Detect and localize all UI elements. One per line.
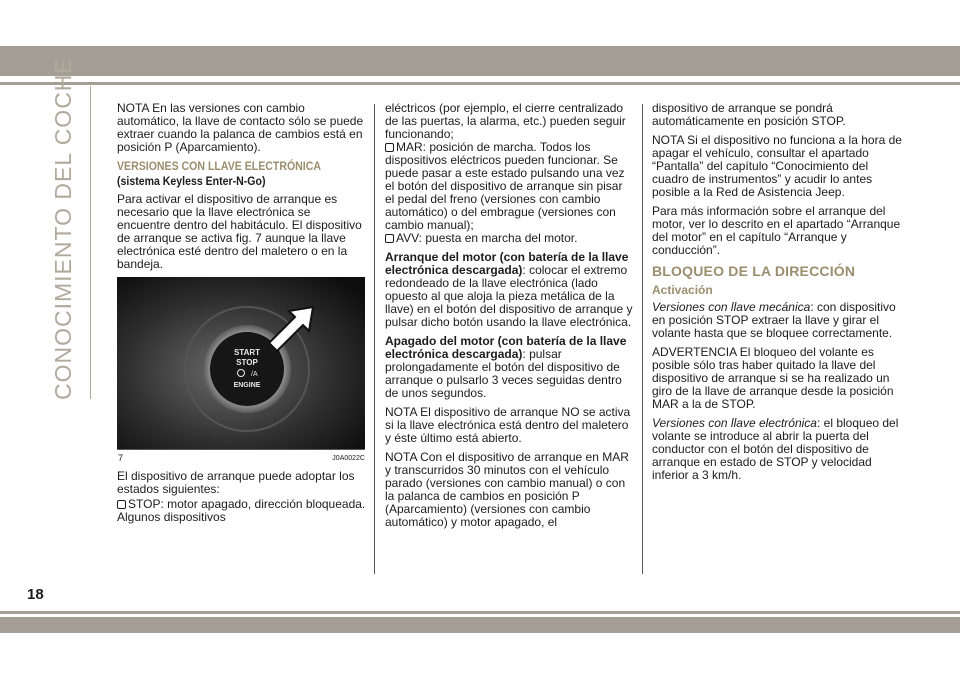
column-2 — [385, 102, 635, 535]
body-text: : pulsar prolongadamente el botón del dispositivo de arranque o pulsarlo 3 veces seguidas dentro de unos segundos. — [385, 347, 622, 400]
body-text: : colocar el extremo redondeado de la llave electrónica (lado opuesto al que aloja la pieza metálica de la llave) en el botón del dispositivo de arranque y pulsar dicho botón usando la llave electrónica. — [385, 263, 633, 329]
stop-engine-paragraph — [385, 335, 635, 400]
inline-heading: Apagado del motor (con batería de la llave electrónica descargada) — [385, 334, 627, 361]
note-paragraph: NOTA El dispositivo de arranque NO se activa si la llave electrónica está dentro del maletero y éste último está abierto. — [385, 405, 631, 445]
chapter-title: CONOCIMIENTO DEL COCHE — [50, 57, 76, 400]
section-title: BLOQUEO DE LA DIRECCIÓN — [652, 263, 856, 279]
column-separator — [642, 104, 643, 574]
checkbox-bullet-icon — [117, 500, 126, 509]
body-text: : el bloqueo del volante se introduce al abrir la puerta del conductor con el botón del dispositivo de arranque en estado de STOP y velocidad inferior a 3 km/h. — [652, 416, 899, 482]
column-3 — [652, 102, 907, 488]
bullet-text: MAR: posición de marcha. Todos los dispositivos eléctricos pueden funcionar. Se puede pasar a este estado pulsando una vez el botón del dispositivo de arranque sin pisar el pedal del freno (versiones con cambio automático) o del embrague (versiones con cambio manual); — [385, 140, 625, 232]
electronic-key-paragraph — [652, 417, 907, 482]
body-paragraph: Para más información sobre el arranque del motor, ver lo descrito en el apartado “Arranque del motor” en el capítulo “Arranque y conducción”. — [652, 204, 901, 257]
bullet-text: AVV: puesta en marcha del motor. — [396, 231, 578, 245]
start-engine-paragraph — [385, 251, 635, 329]
footer-rule — [0, 611, 960, 614]
note-paragraph: NOTA Con el dispositivo de arranque en MAR y transcurridos 30 minutos con el vehículo parado (versiones con cambio manual) o con la palanca de cambios en posición P (Aparcamiento) (versiones con cambio automático) y motor apagado, el — [385, 450, 629, 529]
checkbox-bullet-icon — [385, 143, 394, 152]
body-paragraph — [385, 102, 635, 141]
chapter-title-rule — [90, 86, 91, 399]
engine-label: ENGINE — [233, 382, 261, 389]
section-heading: VERSIONES CON LLAVE ELECTRÓNICA — [117, 159, 321, 173]
bullet-text: STOP: motor apagado, dirección bloqueada. Algunos dispositivos — [117, 497, 366, 524]
auto-stop-glyph: /A — [251, 371, 258, 378]
body-paragraph: El dispositivo de arranque puede adoptar los estados siguientes: — [117, 469, 355, 496]
note-paragraph: NOTA Si el dispositivo no funciona a la hora de apagar el vehículo, consultar el apartado “Pantalla” del capítulo “Conocimiento del cuadro de instrumentos” y acudir lo antes posible a la Red de Asistencia Jeep. — [652, 133, 902, 199]
footer-band — [0, 617, 960, 633]
activation-heading: Activación — [652, 283, 713, 297]
page-number: 18 — [27, 586, 44, 603]
figure-number: 7 — [118, 453, 124, 463]
body-paragraph: dispositivo de arranque se pondrá automáticamente en posición STOP. — [652, 101, 846, 128]
header-rule — [0, 82, 960, 85]
header-band — [0, 46, 960, 76]
warning-paragraph: ADVERTENCIA El bloqueo del volante es posible sólo tras haber quitado la llave del dispositivo de arranque si se ha realizado un giro de la llave de arranque desde la posición MAR a la de STOP. — [652, 345, 894, 411]
italic-label: Versiones con llave mecánica — [652, 300, 811, 314]
body-text: eléctricos (por ejemplo, el cierre centralizado de las puertas, la alarma, etc.) pueden seguir funcionando; — [385, 101, 626, 141]
note-paragraph: NOTA En las versiones con cambio automático, la llave de contacto sólo se puede extraer cuando la palanca de cambios está en posición P (Aparcamiento). — [117, 101, 364, 154]
start-label: START — [233, 348, 261, 357]
body-paragraph: Para activar el dispositivo de arranque es necesario que la llave electrónica se encuentre dentro del habitáculo. El dispositivo de arranque se activa fig. 7 aunque la llave electrónica esté dentro del maletero o en la bandeja. — [117, 192, 362, 271]
section-subheading: (sistema Keyless Enter-N-Go) — [117, 174, 266, 188]
mechanical-key-paragraph — [652, 301, 907, 340]
italic-label: Versiones con llave electrónica — [652, 416, 817, 430]
figure-caption — [117, 450, 367, 462]
figure-code: J0A0022C — [332, 455, 365, 462]
bullet-stop — [117, 498, 367, 524]
stop-label: STOP — [236, 358, 258, 367]
column-separator — [374, 104, 375, 574]
start-button-illustration — [117, 277, 365, 449]
bullet-mar — [385, 141, 635, 232]
start-stop-button-photo — [117, 277, 365, 449]
checkbox-bullet-icon — [385, 234, 394, 243]
column-1 — [117, 102, 367, 524]
body-text: : con dispositivo en posición STOP extraer la llave y girar el volante hasta que se bloquee correctamente. — [652, 300, 896, 340]
inline-heading: Arranque del motor (con batería de la llave electrónica descargada) — [385, 250, 629, 277]
bullet-avv — [385, 232, 635, 245]
